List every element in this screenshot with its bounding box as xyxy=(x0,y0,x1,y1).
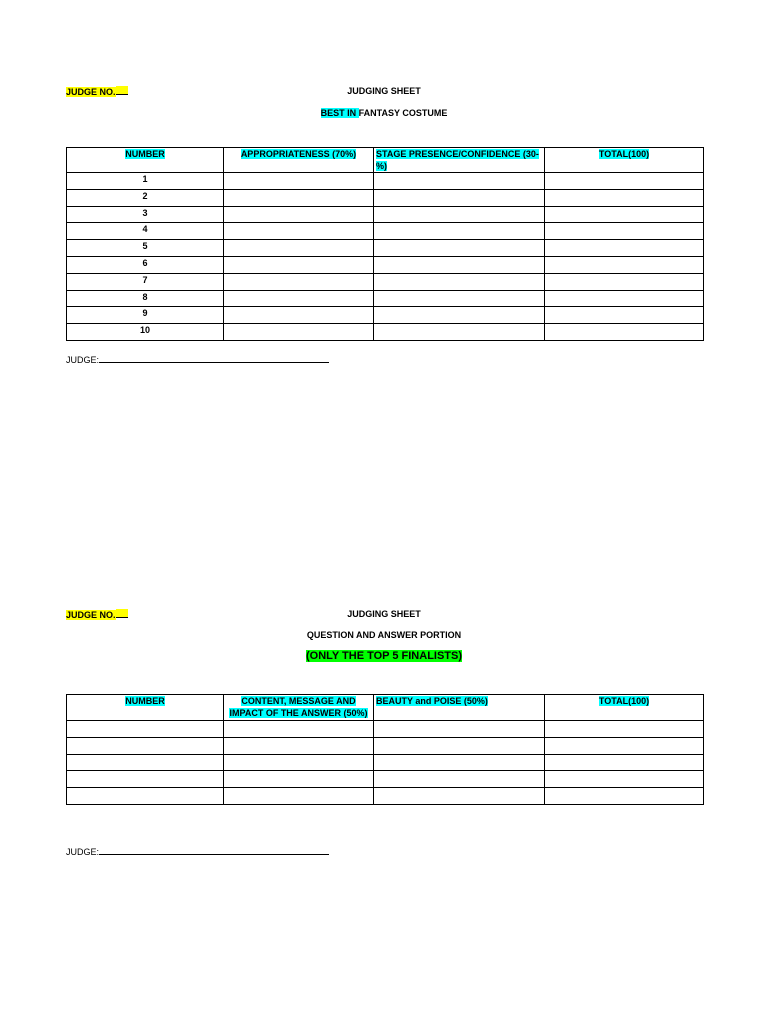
contestant-number: 1 xyxy=(67,173,224,190)
total-cell[interactable] xyxy=(545,324,704,341)
contestant-number: 4 xyxy=(67,223,224,240)
header-stage-presence: STAGE PRESENCE/CONFIDENCE (30-%) xyxy=(374,148,545,173)
total-cell[interactable] xyxy=(545,771,704,788)
judge-signature xyxy=(66,354,329,365)
content-cell[interactable] xyxy=(224,754,374,771)
table-row xyxy=(67,754,704,771)
total-cell[interactable] xyxy=(545,240,704,257)
contestant-number: 5 xyxy=(67,240,224,257)
sheet-subtitle xyxy=(0,108,768,118)
beauty-poise-cell[interactable] xyxy=(374,754,545,771)
total-cell[interactable] xyxy=(545,788,704,805)
table-row xyxy=(67,273,704,290)
number-cell[interactable] xyxy=(67,788,224,805)
total-cell[interactable] xyxy=(545,721,704,738)
number-cell[interactable] xyxy=(67,754,224,771)
table-header-row xyxy=(67,148,704,173)
appropriateness-cell[interactable] xyxy=(224,240,374,257)
appropriateness-cell[interactable] xyxy=(224,206,374,223)
stage-presence-cell[interactable] xyxy=(374,223,545,240)
score-table-costume xyxy=(66,147,704,341)
total-cell[interactable] xyxy=(545,290,704,307)
contestant-number: 10 xyxy=(67,324,224,341)
contestant-number: 6 xyxy=(67,256,224,273)
table-row xyxy=(67,256,704,273)
subtitle-rest: FANTASY COSTUME xyxy=(358,108,448,118)
contestant-number: 7 xyxy=(67,273,224,290)
total-cell[interactable] xyxy=(545,206,704,223)
total-cell[interactable] xyxy=(545,737,704,754)
stage-presence-cell[interactable] xyxy=(374,189,545,206)
table-row xyxy=(67,307,704,324)
content-cell[interactable] xyxy=(224,788,374,805)
beauty-poise-cell[interactable] xyxy=(374,771,545,788)
finalists-note-text: (ONLY THE TOP 5 FINALISTS) xyxy=(305,650,463,662)
table-row xyxy=(67,189,704,206)
appropriateness-cell[interactable] xyxy=(224,307,374,324)
judge-signature-label: JUDGE: xyxy=(66,355,100,365)
sheet-subtitle: QUESTION AND ANSWER PORTION xyxy=(306,630,462,640)
table-row xyxy=(67,721,704,738)
total-cell[interactable] xyxy=(545,173,704,190)
judge-number-text: JUDGE NO. xyxy=(66,610,116,620)
judge-number-text: JUDGE NO. xyxy=(66,87,116,97)
header-number: NUMBER xyxy=(67,148,224,173)
number-cell[interactable] xyxy=(67,771,224,788)
contestant-number: 2 xyxy=(67,189,224,206)
table-row xyxy=(67,223,704,240)
total-cell[interactable] xyxy=(545,189,704,206)
subtitle-highlight: BEST IN xyxy=(320,108,359,118)
header-content: CONTENT, MESSAGE AND IMPACT OF THE ANSWER (50%) xyxy=(224,695,374,721)
appropriateness-cell[interactable] xyxy=(224,223,374,240)
header-appropriateness: APPROPRIATENESS (70%) xyxy=(224,148,374,173)
stage-presence-cell[interactable] xyxy=(374,290,545,307)
judge-signature-line[interactable] xyxy=(99,846,329,855)
stage-presence-cell[interactable] xyxy=(374,173,545,190)
beauty-poise-cell[interactable] xyxy=(374,737,545,754)
content-cell[interactable] xyxy=(224,771,374,788)
score-table-qa xyxy=(66,694,704,805)
beauty-poise-cell[interactable] xyxy=(374,788,545,805)
number-cell[interactable] xyxy=(67,721,224,738)
table-row xyxy=(67,737,704,754)
table-row xyxy=(67,206,704,223)
content-cell[interactable] xyxy=(224,737,374,754)
appropriateness-cell[interactable] xyxy=(224,273,374,290)
total-cell[interactable] xyxy=(545,256,704,273)
total-cell[interactable] xyxy=(545,273,704,290)
judge-signature xyxy=(66,846,329,857)
header-total: TOTAL(100) xyxy=(545,148,704,173)
table-row xyxy=(67,771,704,788)
header-total: TOTAL(100) xyxy=(545,695,704,721)
content-cell[interactable] xyxy=(224,721,374,738)
judge-signature-line[interactable] xyxy=(99,354,329,363)
stage-presence-cell[interactable] xyxy=(374,206,545,223)
appropriateness-cell[interactable] xyxy=(224,173,374,190)
stage-presence-cell[interactable] xyxy=(374,324,545,341)
header-number: NUMBER xyxy=(67,695,224,721)
finalists-note xyxy=(0,650,768,662)
table-header-row xyxy=(67,695,704,721)
table-row xyxy=(67,173,704,190)
total-cell[interactable] xyxy=(545,754,704,771)
stage-presence-cell[interactable] xyxy=(374,273,545,290)
table-row xyxy=(67,290,704,307)
header-beauty-poise: BEAUTY and POISE (50%) xyxy=(374,695,545,721)
sheet-title: JUDGING SHEET xyxy=(347,86,421,96)
appropriateness-cell[interactable] xyxy=(224,256,374,273)
contestant-number: 3 xyxy=(67,206,224,223)
stage-presence-cell[interactable] xyxy=(374,256,545,273)
stage-presence-cell[interactable] xyxy=(374,307,545,324)
sheet-title: JUDGING SHEET xyxy=(347,609,421,619)
appropriateness-cell[interactable] xyxy=(224,189,374,206)
number-cell[interactable] xyxy=(67,737,224,754)
total-cell[interactable] xyxy=(545,307,704,324)
table-row xyxy=(67,324,704,341)
contestant-number: 9 xyxy=(67,307,224,324)
appropriateness-cell[interactable] xyxy=(224,324,374,341)
stage-presence-cell[interactable] xyxy=(374,240,545,257)
contestant-number: 8 xyxy=(67,290,224,307)
table-row xyxy=(67,788,704,805)
table-row xyxy=(67,240,704,257)
beauty-poise-cell[interactable] xyxy=(374,721,545,738)
appropriateness-cell[interactable] xyxy=(224,290,374,307)
total-cell[interactable] xyxy=(545,223,704,240)
judge-signature-label: JUDGE: xyxy=(66,847,100,857)
